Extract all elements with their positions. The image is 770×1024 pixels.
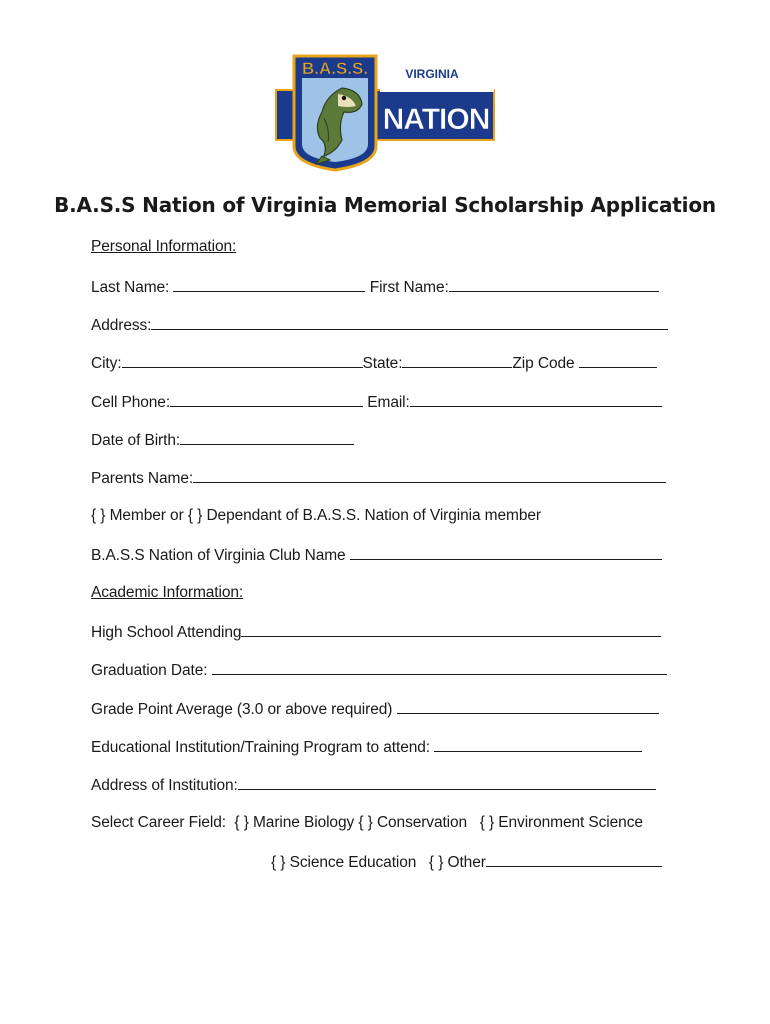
career-option-conservation: Conservation	[376, 814, 468, 831]
career-field-row	[91, 814, 643, 832]
high-school-field[interactable]	[241, 622, 661, 637]
gpa-row	[91, 699, 659, 719]
member-checkbox[interactable]: { }	[91, 507, 106, 524]
career-option-other: Other	[447, 854, 486, 871]
career-option-environment-science: Environment Science	[498, 814, 643, 831]
member-label: Member or	[109, 507, 184, 524]
parents-label: Parents Name:	[91, 470, 194, 487]
graduation-row	[91, 660, 667, 680]
club-name-field[interactable]	[350, 545, 662, 560]
gpa-label: Grade Point Average (3.0 or above required)	[91, 701, 393, 718]
logo-bass-text: B.A.S.S.	[301, 59, 369, 78]
career-option-marine-biology: Marine Biology	[253, 814, 355, 831]
career-option-science-education: Science Education	[289, 854, 417, 871]
form-title: B.A.S.S Nation of Virginia Memorial Scholarship Application	[54, 193, 716, 217]
phone-email-row	[91, 392, 662, 412]
career-other-field[interactable]	[486, 852, 662, 867]
institution-address-label: Address of Institution:	[91, 777, 238, 794]
career-checkbox-other[interactable]: { }	[428, 854, 444, 871]
club-row	[91, 545, 662, 565]
cell-phone-label: Cell Phone:	[91, 394, 171, 411]
institution-row	[91, 737, 642, 757]
city-label: City:	[91, 355, 122, 372]
parents-field[interactable]	[193, 468, 666, 483]
last-name-label: Last Name:	[91, 279, 170, 296]
dependant-checkbox[interactable]: { }	[187, 507, 203, 524]
email-label: Email:	[367, 394, 410, 411]
club-name-label: B.A.S.S Nation of Virginia Club Name	[91, 547, 346, 564]
institution-field[interactable]	[434, 737, 642, 752]
last-name-field[interactable]	[173, 277, 365, 292]
first-name-field[interactable]	[449, 277, 659, 292]
bass-nation-virginia-logo	[272, 52, 498, 172]
state-label: State:	[362, 355, 403, 372]
logo-virginia-text: VIRGINIA	[405, 67, 459, 81]
address-row	[91, 315, 668, 335]
career-field-row-2	[271, 852, 662, 872]
personal-information-heading: Personal Information:	[91, 238, 237, 255]
email-field[interactable]	[410, 392, 662, 407]
zip-field[interactable]	[579, 353, 657, 368]
career-checkbox-marine-biology[interactable]: { }	[234, 814, 249, 831]
first-name-label: First Name:	[369, 279, 449, 296]
career-checkbox-science-education[interactable]: { }	[271, 854, 286, 871]
address-field[interactable]	[151, 315, 668, 330]
high-school-label: High School Attending	[91, 624, 242, 641]
city-state-zip-row	[91, 353, 657, 373]
address-label: Address:	[91, 317, 152, 334]
logo-nation-text: NATION	[382, 103, 490, 136]
dependant-label: Dependant of B.A.S.S. Nation of Virginia member	[206, 507, 541, 524]
state-field[interactable]	[402, 353, 512, 368]
graduation-date-field[interactable]	[212, 660, 667, 675]
dob-field[interactable]	[180, 430, 354, 445]
institution-label: Educational Institution/Training Program to attend:	[91, 739, 430, 756]
membership-row	[91, 507, 541, 525]
career-checkbox-conservation[interactable]: { }	[358, 814, 373, 831]
gpa-field[interactable]	[397, 699, 659, 714]
career-checkbox-environment-science[interactable]: { }	[479, 814, 495, 831]
institution-address-row	[91, 775, 656, 795]
cell-phone-field[interactable]	[170, 392, 363, 407]
parents-row	[91, 468, 666, 488]
high-school-row	[91, 622, 661, 642]
academic-information-heading: Academic Information:	[91, 584, 244, 601]
zip-label: Zip Code	[512, 355, 575, 372]
dob-label: Date of Birth:	[91, 432, 181, 449]
name-row	[91, 277, 659, 297]
dob-row	[91, 430, 354, 450]
career-field-label: Select Career Field:	[91, 814, 226, 831]
city-field[interactable]	[122, 353, 363, 368]
graduation-date-label: Graduation Date:	[91, 662, 208, 679]
institution-address-field[interactable]	[238, 775, 656, 790]
